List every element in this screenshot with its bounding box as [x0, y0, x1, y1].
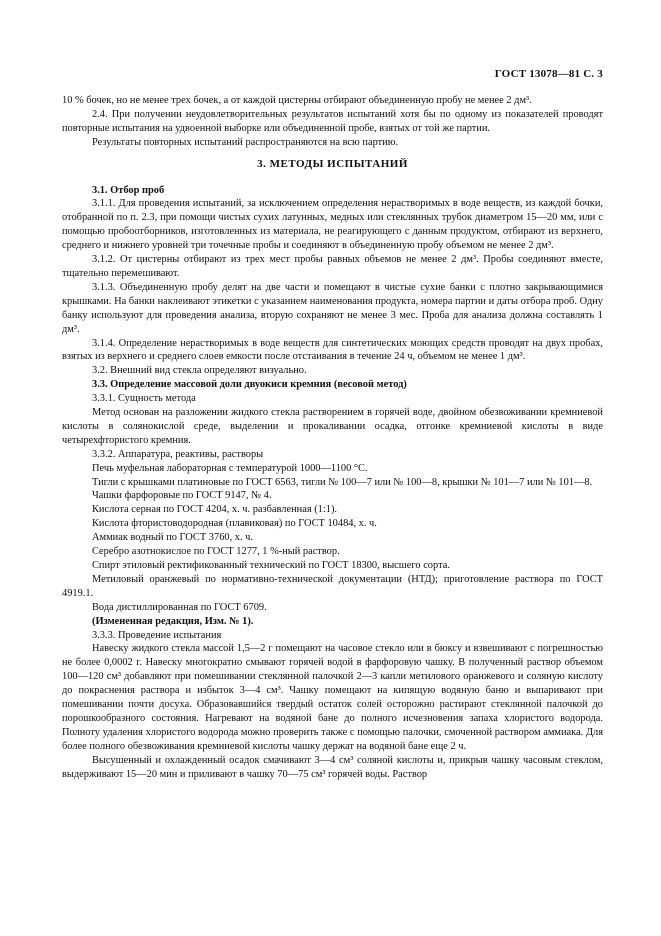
paragraph-2-4: 2.4. При получении неудовлетворительных результатов испытаний хотя бы по одному из показателей проводят повторные испытания на удвоенной выборке или объединенной пробе, взятых от той же партии. — [62, 108, 603, 134]
section-title: 3. МЕТОДЫ ИСПЫТАНИЙ — [257, 157, 408, 170]
paragraph-3-2: 3.2. Внешний вид стекла определяют визуально. — [92, 365, 307, 377]
paragraph-continuation: 10 % бочек, но не менее трех бочек, а от каждой цистерны отбирают объединенную пробу не менее 2 дм³. — [62, 95, 532, 106]
running-header: ГОСТ 13078—81 С. 3 — [494, 68, 603, 80]
reagent-ammonia: Аммиак водный по ГОСТ 3760, х. ч. — [92, 532, 253, 544]
paragraph-3-1-1: 3.1.1. Для проведения испытаний, за исключением определения нерастворимых в воде веществ, из каждой бочки, отобранной по п. 2.3, при помощи чистых сухих латунных, медных или стеклянных трубок диаметром 15—20 мм, или с помощью пробоотборников, изготовленных из материала, не реагирующего с данным продуктом, отбирают из верхнего, среднего и нижнего уровней три точечные пробы и соединяют в объединенную пробу объемом не менее 2 дм³. — [62, 198, 603, 252]
reagent-silver-nitrate: Серебро азотнокислое по ГОСТ 1277, 1 %-ный раствор. — [92, 546, 340, 558]
amendment-note: (Измененная редакция, Изм. № 1). — [92, 615, 254, 627]
paragraph-3-1-3: 3.1.3. Объединенную пробу делят на две части и помещают в чистые сухие банки с плотно закрывающимися крышками. На банки наклеивают этикетки с указанием наименования продукта, номера партии и даты отбора проб. Одну банку используют для проведения анализа, вторую сохраняют не менее 3 мес. Проба для анализа должна составлять 1 дм³. — [62, 281, 603, 335]
reagent-hydrofluoric-acid: Кислота фтористоводородная (плавиковая) по ГОСТ 10484, х. ч. — [92, 518, 377, 530]
reagent-distilled-water: Вода дистиллированная по ГОСТ 6709. — [92, 601, 267, 613]
reagent-furnace: Печь муфельная лабораторная с температурой 1000—1100 °С. — [92, 462, 368, 474]
paragraph-3-3-1-title: 3.3.1. Сущность метода — [92, 393, 196, 405]
paragraph-3-1-4: 3.1.4. Определение нерастворимых в воде веществ для синтетических моющих средств проводят на двух пробах, взятых из верхнего и среднего слоев емкости после отстаивания в течение 24 ч, объемом не менее 1 дм³. — [62, 337, 603, 363]
paragraph-procedure: Навеску жидкого стекла массой 1,5—2 г помещают на часовое стекло или в бюксу и взвешивают с погрешностью не более 0,0002 г. Навеску многократно смывают горячей водой в фарфоровую чашку. В полученный раствор объемом 100—120 см³ добавляют при помешивании стеклянной палочкой 2—3 капли метилового оранжевого и соляную кислоту до покраснения раствора и избыток 3—4 см³. Чашку помещают на кипящую водяную баню и выпаривают при помешивании почти досуха. Образовавшийся твердый остаток солей осторожно растирают стеклянной палочкой до порошкообразного состояния. Нагревают на водяной бане до полного исчезновения запаха хлористого водорода. Полноту удаления хлористого водорода можно проверить также с помощью палочки, смоченной раствором аммиака. Для более полного обезвоживания кремниевой кислоты чашку держат на водяной бане еще 2 ч. — [62, 643, 603, 752]
reagent-dishes: Чашки фарфоровые по ГОСТ 9147, № 4. — [92, 490, 272, 502]
reagent-ethanol: Спирт этиловый ректификованный технический по ГОСТ 18300, высшего сорта. — [92, 560, 450, 571]
paragraph-3-3-3-title: 3.3.3. Проведение испытания — [92, 629, 222, 641]
subsection-3-1-title: 3.1. Отбор проб — [92, 184, 165, 196]
paragraph-procedure-continued: Высушенный и охлажденный осадок смачивают 3—4 см³ соляной кислоты и, прикрыв чашку часовым стеклом, выдерживают 15—20 мин и приливают в чашку 70—75 см³ горячей воды. Раствор — [62, 754, 603, 780]
paragraph-method-essence: Метод основан на разложении жидкого стекла растворением в горячей воде, двойном обезвоживании кремниевой кислоты в солянокислой среде, выделении и прокаливании осадка, отгонке кремниевой кислоты в виде четырехфтористого кремния. — [62, 407, 603, 446]
paragraph-3-3-2-title: 3.3.2. Аппаратура, реактивы, растворы — [92, 448, 264, 460]
reagent-sulfuric-acid: Кислота серная по ГОСТ 4204, х. ч. разбавленная (1:1). — [92, 504, 337, 516]
page-content — [62, 94, 603, 782]
subsection-3-3-title: 3.3. Определение массовой доли двуокиси кремния (весовой метод) — [92, 379, 407, 391]
reagent-crucibles: Тигли с крышками платиновые по ГОСТ 6563, тигли № 100—7 или № 100—8, крышки № 101—7 или № 101—8. — [92, 476, 593, 488]
reagent-methyl-orange: Метиловый оранжевый по нормативно-технической документации (НТД); приготовление раствора по ГОСТ 4919.1. — [62, 573, 603, 599]
paragraph-repeat-results: Результаты повторных испытаний распространяются на всю партию. — [92, 136, 399, 148]
paragraph-3-1-2: 3.1.2. От цистерны отбирают из трех мест пробы равных объемов не менее 2 дм³. Пробы соединяют вместе, тщательно перемешивают. — [62, 254, 603, 279]
